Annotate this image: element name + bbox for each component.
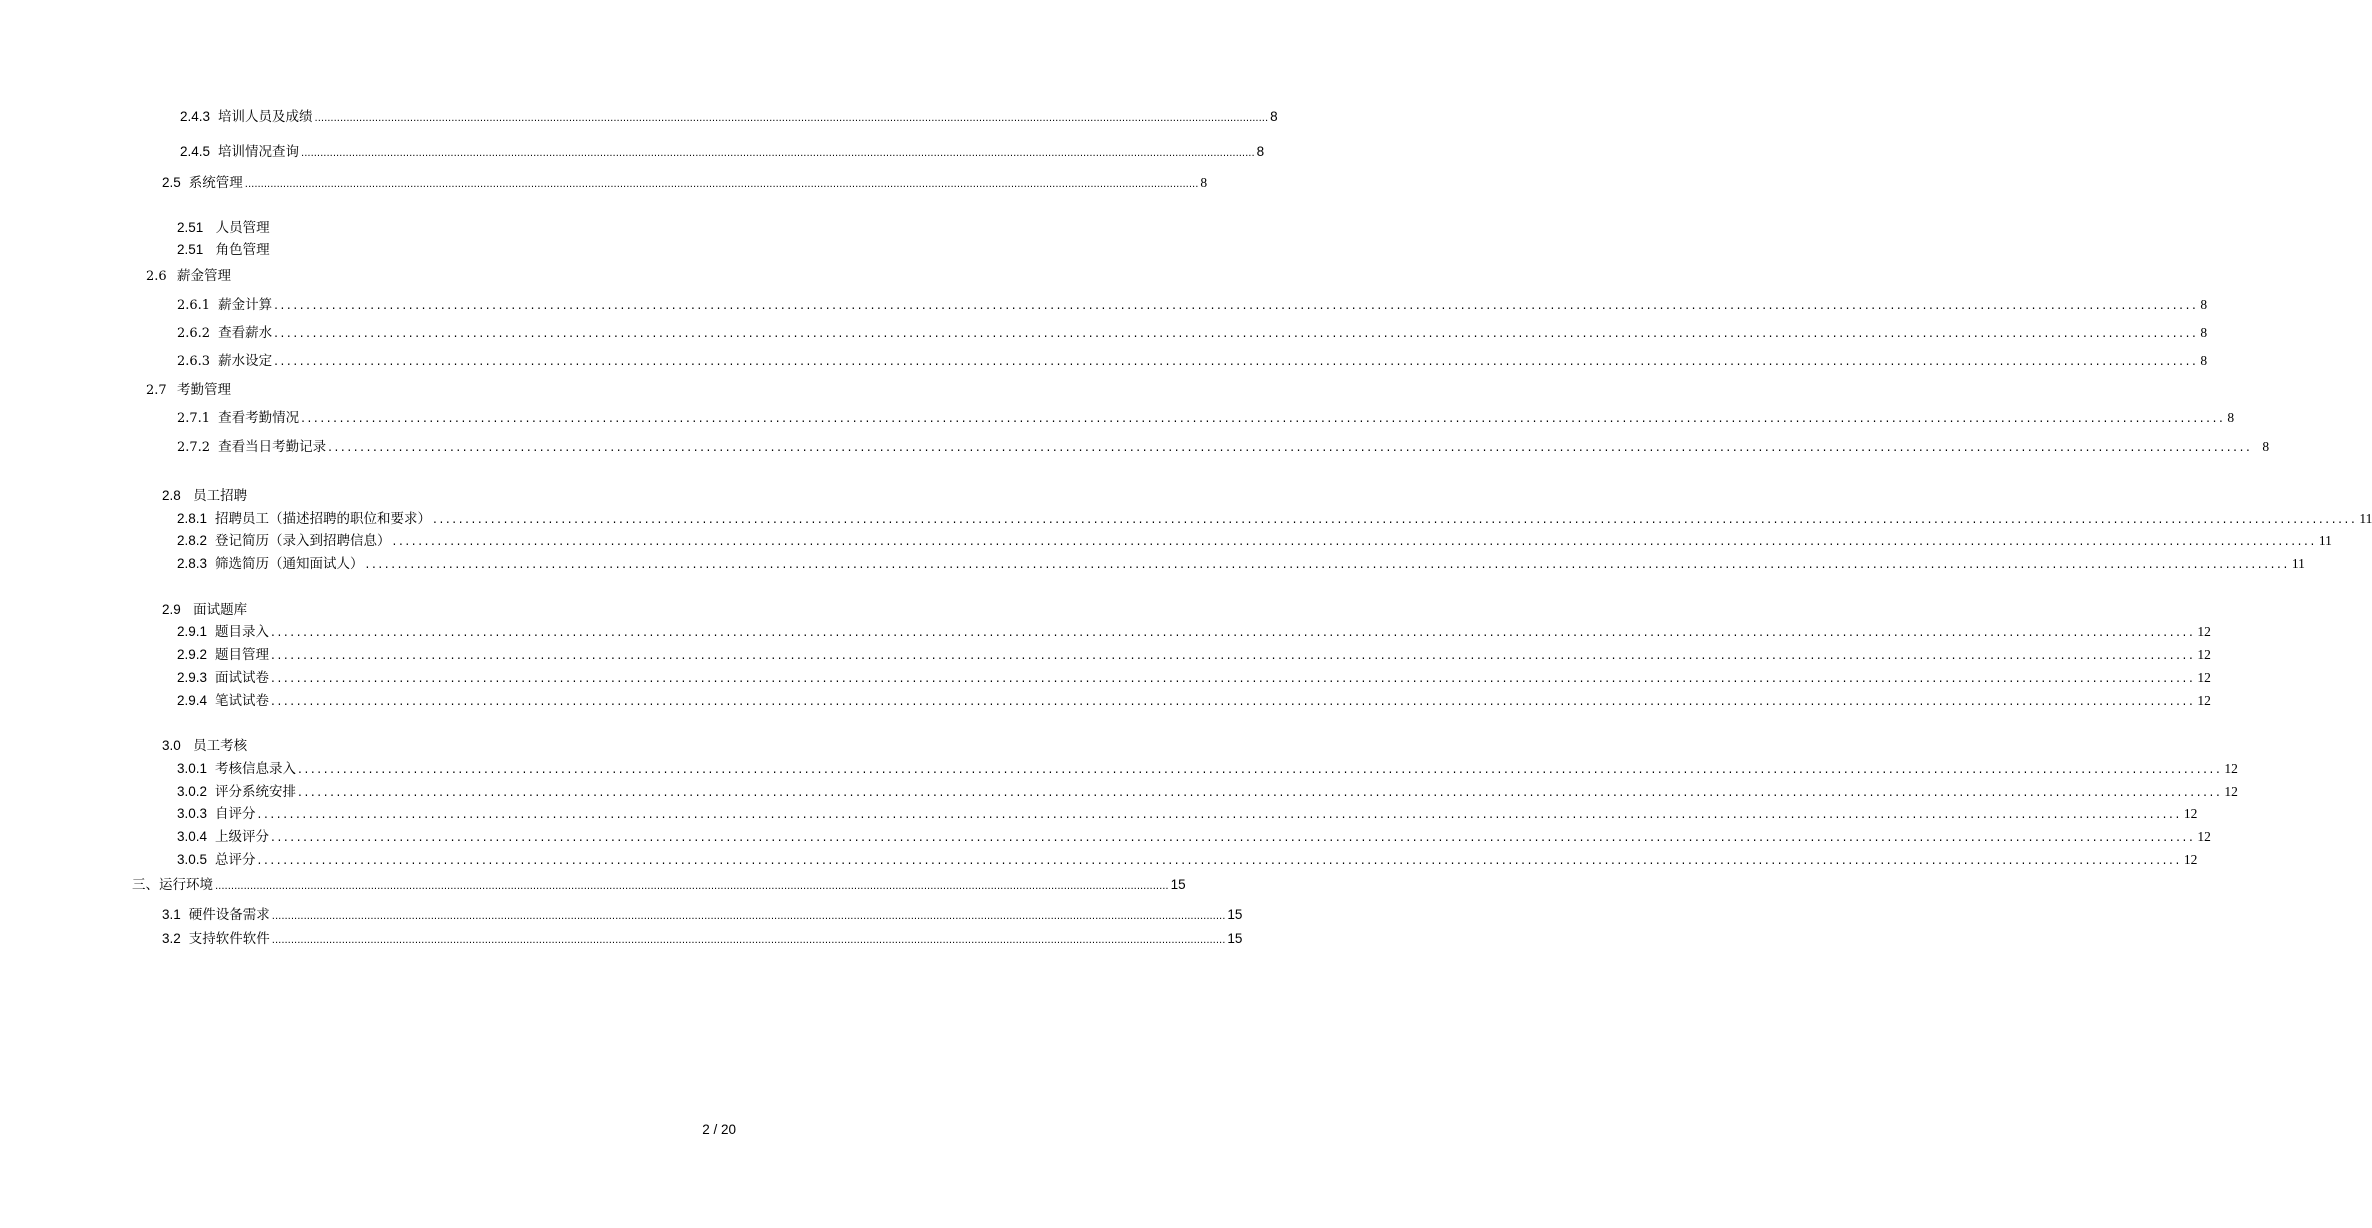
toc-page-number: 12	[2197, 670, 2211, 685]
toc-number: 2.51	[177, 242, 204, 257]
dot-leader: ............................................................................................................................................................................................................................................................................................................	[271, 671, 2196, 685]
dot-leader: ............................................................................................................................................................................................................................................................................................................	[274, 326, 2199, 340]
toc-page-number: 8	[1256, 144, 1265, 159]
toc-number: 3.2	[162, 931, 181, 946]
toc-page-number: 8	[2227, 410, 2235, 425]
toc-entry-3-0[interactable]	[162, 737, 247, 755]
toc-title: 薪金管理	[176, 268, 231, 284]
toc-entry-2-9[interactable]	[162, 601, 247, 619]
toc-entry-2-6[interactable]	[146, 267, 231, 286]
toc-title: 薪水设定	[218, 353, 273, 369]
toc-title: 角色管理	[215, 242, 270, 258]
toc-page-number: 12	[2197, 624, 2211, 639]
toc-number: 2.6.1	[177, 298, 211, 313]
toc-page-number: 15	[1227, 931, 1243, 946]
toc-page-number: 8	[2200, 325, 2208, 340]
toc-page-number: 12	[2197, 647, 2211, 662]
toc-page-number: 8	[1270, 109, 1278, 124]
toc-title: 查看薪水	[218, 325, 273, 341]
toc-page-number: 12	[2197, 829, 2211, 844]
toc-entry-2-51-personnel[interactable]	[177, 219, 270, 237]
toc-entry-2-4-5[interactable]	[180, 143, 1265, 163]
toc-number: 2.4.5	[180, 144, 211, 159]
toc-number: 2.6.2	[177, 326, 211, 341]
toc-page-number: 8	[2200, 297, 2208, 312]
toc-number: 2.4.3	[180, 109, 211, 124]
dot-leader: ............................................................................................................................................................................................................................................................................................................	[271, 648, 2196, 662]
dot-leader: ............................................................................................................................................................................................................................................................................................................	[271, 911, 1226, 922]
dot-leader: ............................................................................................................................................................................................................................................................................................................	[257, 853, 2182, 867]
toc-page-number: 8	[1200, 175, 1208, 190]
toc-entry-2-51-roles[interactable]	[177, 241, 270, 259]
toc-entry-2-9-1[interactable]	[177, 623, 2211, 641]
toc-number: 2.8.2	[177, 533, 208, 548]
toc-entry-3-0-4[interactable]	[177, 828, 2211, 846]
toc-number: 3.0.1	[177, 761, 208, 776]
dot-leader: ............................................................................................................................................................................................................................................................................................................	[271, 830, 2196, 844]
toc-entry-2-6-3[interactable]	[177, 352, 2208, 371]
toc-title: 招聘员工（描述招聘的职位和要求）	[215, 511, 432, 527]
toc-number: 2.5	[162, 175, 181, 190]
toc-title: 培训情况查询	[218, 144, 300, 160]
toc-number: 2.9.3	[177, 670, 208, 685]
toc-entry-3-0-3[interactable]	[177, 805, 2198, 823]
toc-title: 查看考勤情况	[218, 410, 300, 426]
toc-title: 评分系统安排	[215, 784, 297, 800]
toc-number: 2.8.3	[177, 556, 208, 571]
toc-title: 员工考核	[193, 738, 248, 754]
dot-leader: ............................................................................................................................................................................................................................................................................................................	[328, 440, 2253, 454]
dot-leader: ............................................................................................................................................................................................................................................................................................................	[314, 113, 1269, 124]
toc-number: 2.9.1	[177, 624, 208, 639]
dot-leader: ............................................................................................................................................................................................................................................................................................................	[274, 354, 2199, 368]
toc-number: 3.0.4	[177, 829, 208, 844]
toc-entry-chapter-3[interactable]	[132, 876, 1186, 896]
toc-title: 筛选简历（通知面试人）	[215, 556, 364, 572]
toc-number: 2.9.2	[177, 647, 208, 662]
toc-entry-2-8[interactable]	[162, 487, 247, 505]
toc-entry-2-9-4[interactable]	[177, 692, 2211, 710]
toc-entry-2-7-1[interactable]	[177, 409, 2235, 428]
toc-number: 2.7.1	[177, 411, 211, 426]
toc-number: 2.7.2	[177, 440, 211, 455]
toc-page-number: 12	[2183, 806, 2198, 821]
toc-entry-2-4-3[interactable]	[180, 108, 1278, 128]
toc-title: 考勤管理	[176, 382, 231, 398]
toc-page-number: 12	[2224, 761, 2238, 776]
toc-title: 薪金计算	[218, 297, 273, 313]
toc-number: 2.6.3	[177, 354, 211, 369]
toc-number: 2.9.4	[177, 693, 208, 708]
toc-title: 自评分	[215, 806, 256, 822]
dot-leader: ............................................................................................................................................................................................................................................................................................................	[274, 298, 2199, 312]
toc-entry-3-0-1[interactable]	[177, 760, 2238, 778]
toc-title: 三、运行环境	[132, 877, 213, 893]
dot-leader: ............................................................................................................................................................................................................................................................................................................	[271, 935, 1226, 946]
toc-title: 硬件设备需求	[188, 907, 270, 923]
page-indicator: 2 / 20	[702, 1122, 736, 1137]
toc-entry-2-6-2[interactable]	[177, 324, 2208, 343]
toc-page-number: 11	[2318, 533, 2332, 548]
toc-entry-2-9-3[interactable]	[177, 669, 2211, 687]
toc-title: 查看当日考勤记录	[218, 439, 327, 455]
toc-number: 3.0	[162, 738, 181, 753]
toc-page-number: 15	[1227, 907, 1243, 922]
toc-title: 员工招聘	[193, 488, 248, 504]
toc-page-number: 12	[2183, 852, 2198, 867]
toc-page-number: 11	[2291, 556, 2305, 571]
dot-leader: ............................................................................................................................................................................................................................................................................................................	[433, 512, 2358, 526]
toc-title: 培训人员及成绩	[218, 109, 313, 125]
toc-title: 面试题库	[193, 602, 248, 618]
toc-number: 3.0.5	[177, 852, 208, 867]
toc-title: 面试试卷	[215, 670, 270, 686]
dot-leader: ............................................................................................................................................................................................................................................................................................................	[298, 762, 2223, 776]
toc-page-number: 15	[1170, 877, 1186, 892]
toc-title: 人员管理	[215, 220, 270, 236]
toc-title: 上级评分	[215, 829, 270, 845]
toc-entry-2-7[interactable]	[146, 381, 231, 400]
toc-title: 笔试试卷	[215, 693, 270, 709]
toc-title: 考核信息录入	[215, 761, 297, 777]
toc-entry-3-0-2[interactable]	[177, 783, 2238, 801]
toc-number: 3.1	[162, 907, 181, 922]
toc-number: 2.9	[162, 602, 181, 617]
toc-number: 3.0.2	[177, 784, 208, 799]
toc-entry-2-5[interactable]	[162, 174, 1208, 194]
dot-leader: ............................................................................................................................................................................................................................................................................................................	[298, 785, 2223, 799]
toc-page-number: 8	[2200, 353, 2208, 368]
dot-leader: ............................................................................................................................................................................................................................................................................................................	[365, 557, 2290, 571]
toc-entry-3-2[interactable]	[162, 930, 1243, 950]
toc-title: 总评分	[215, 852, 256, 868]
toc-page-number: 8	[2262, 439, 2270, 454]
toc-number: 2.51	[177, 220, 204, 235]
toc-title: 登记简历（录入到招聘信息）	[215, 533, 391, 549]
dot-leader: ............................................................................................................................................................................................................................................................................................................	[215, 881, 1169, 892]
toc-number: 2.8.1	[177, 511, 208, 526]
toc-entry-2-9-2[interactable]	[177, 646, 2211, 664]
toc-entry-2-6-1[interactable]	[177, 296, 2208, 315]
toc-title: 支持软件软件	[188, 931, 270, 947]
toc-page-number: 12	[2197, 693, 2211, 708]
toc-number: 2.8	[162, 488, 181, 503]
toc-number: 2.7	[146, 383, 167, 398]
dot-leader: ............................................................................................................................................................................................................................................................................................................	[244, 179, 1199, 190]
dot-leader: ............................................................................................................................................................................................................................................................................................................	[392, 534, 2317, 548]
toc-entry-3-1[interactable]	[162, 906, 1243, 926]
dot-leader: ............................................................................................................................................................................................................................................................................................................	[257, 807, 2182, 821]
dot-leader: ............................................................................................................................................................................................................................................................................................................	[301, 148, 1255, 159]
toc-page-number: 11	[2359, 511, 2372, 526]
toc-entry-2-8-1[interactable]	[177, 510, 2372, 528]
toc-entry-3-0-5[interactable]	[177, 851, 2198, 869]
dot-leader: ............................................................................................................................................................................................................................................................................................................	[271, 694, 2196, 708]
toc-title: 题目管理	[215, 647, 270, 663]
toc-entry-2-8-2[interactable]	[177, 532, 2332, 550]
toc-page-number: 12	[2224, 784, 2238, 799]
toc-entry-2-7-2[interactable]	[177, 438, 2270, 457]
dot-leader: ............................................................................................................................................................................................................................................................................................................	[271, 625, 2196, 639]
toc-title: 题目录入	[215, 624, 270, 640]
toc-entry-2-8-3[interactable]	[177, 555, 2305, 573]
toc-number: 3.0.3	[177, 806, 208, 821]
toc-number: 2.6	[146, 269, 167, 284]
dot-leader: ............................................................................................................................................................................................................................................................................................................	[301, 411, 2226, 425]
toc-title: 系统管理	[188, 175, 243, 191]
